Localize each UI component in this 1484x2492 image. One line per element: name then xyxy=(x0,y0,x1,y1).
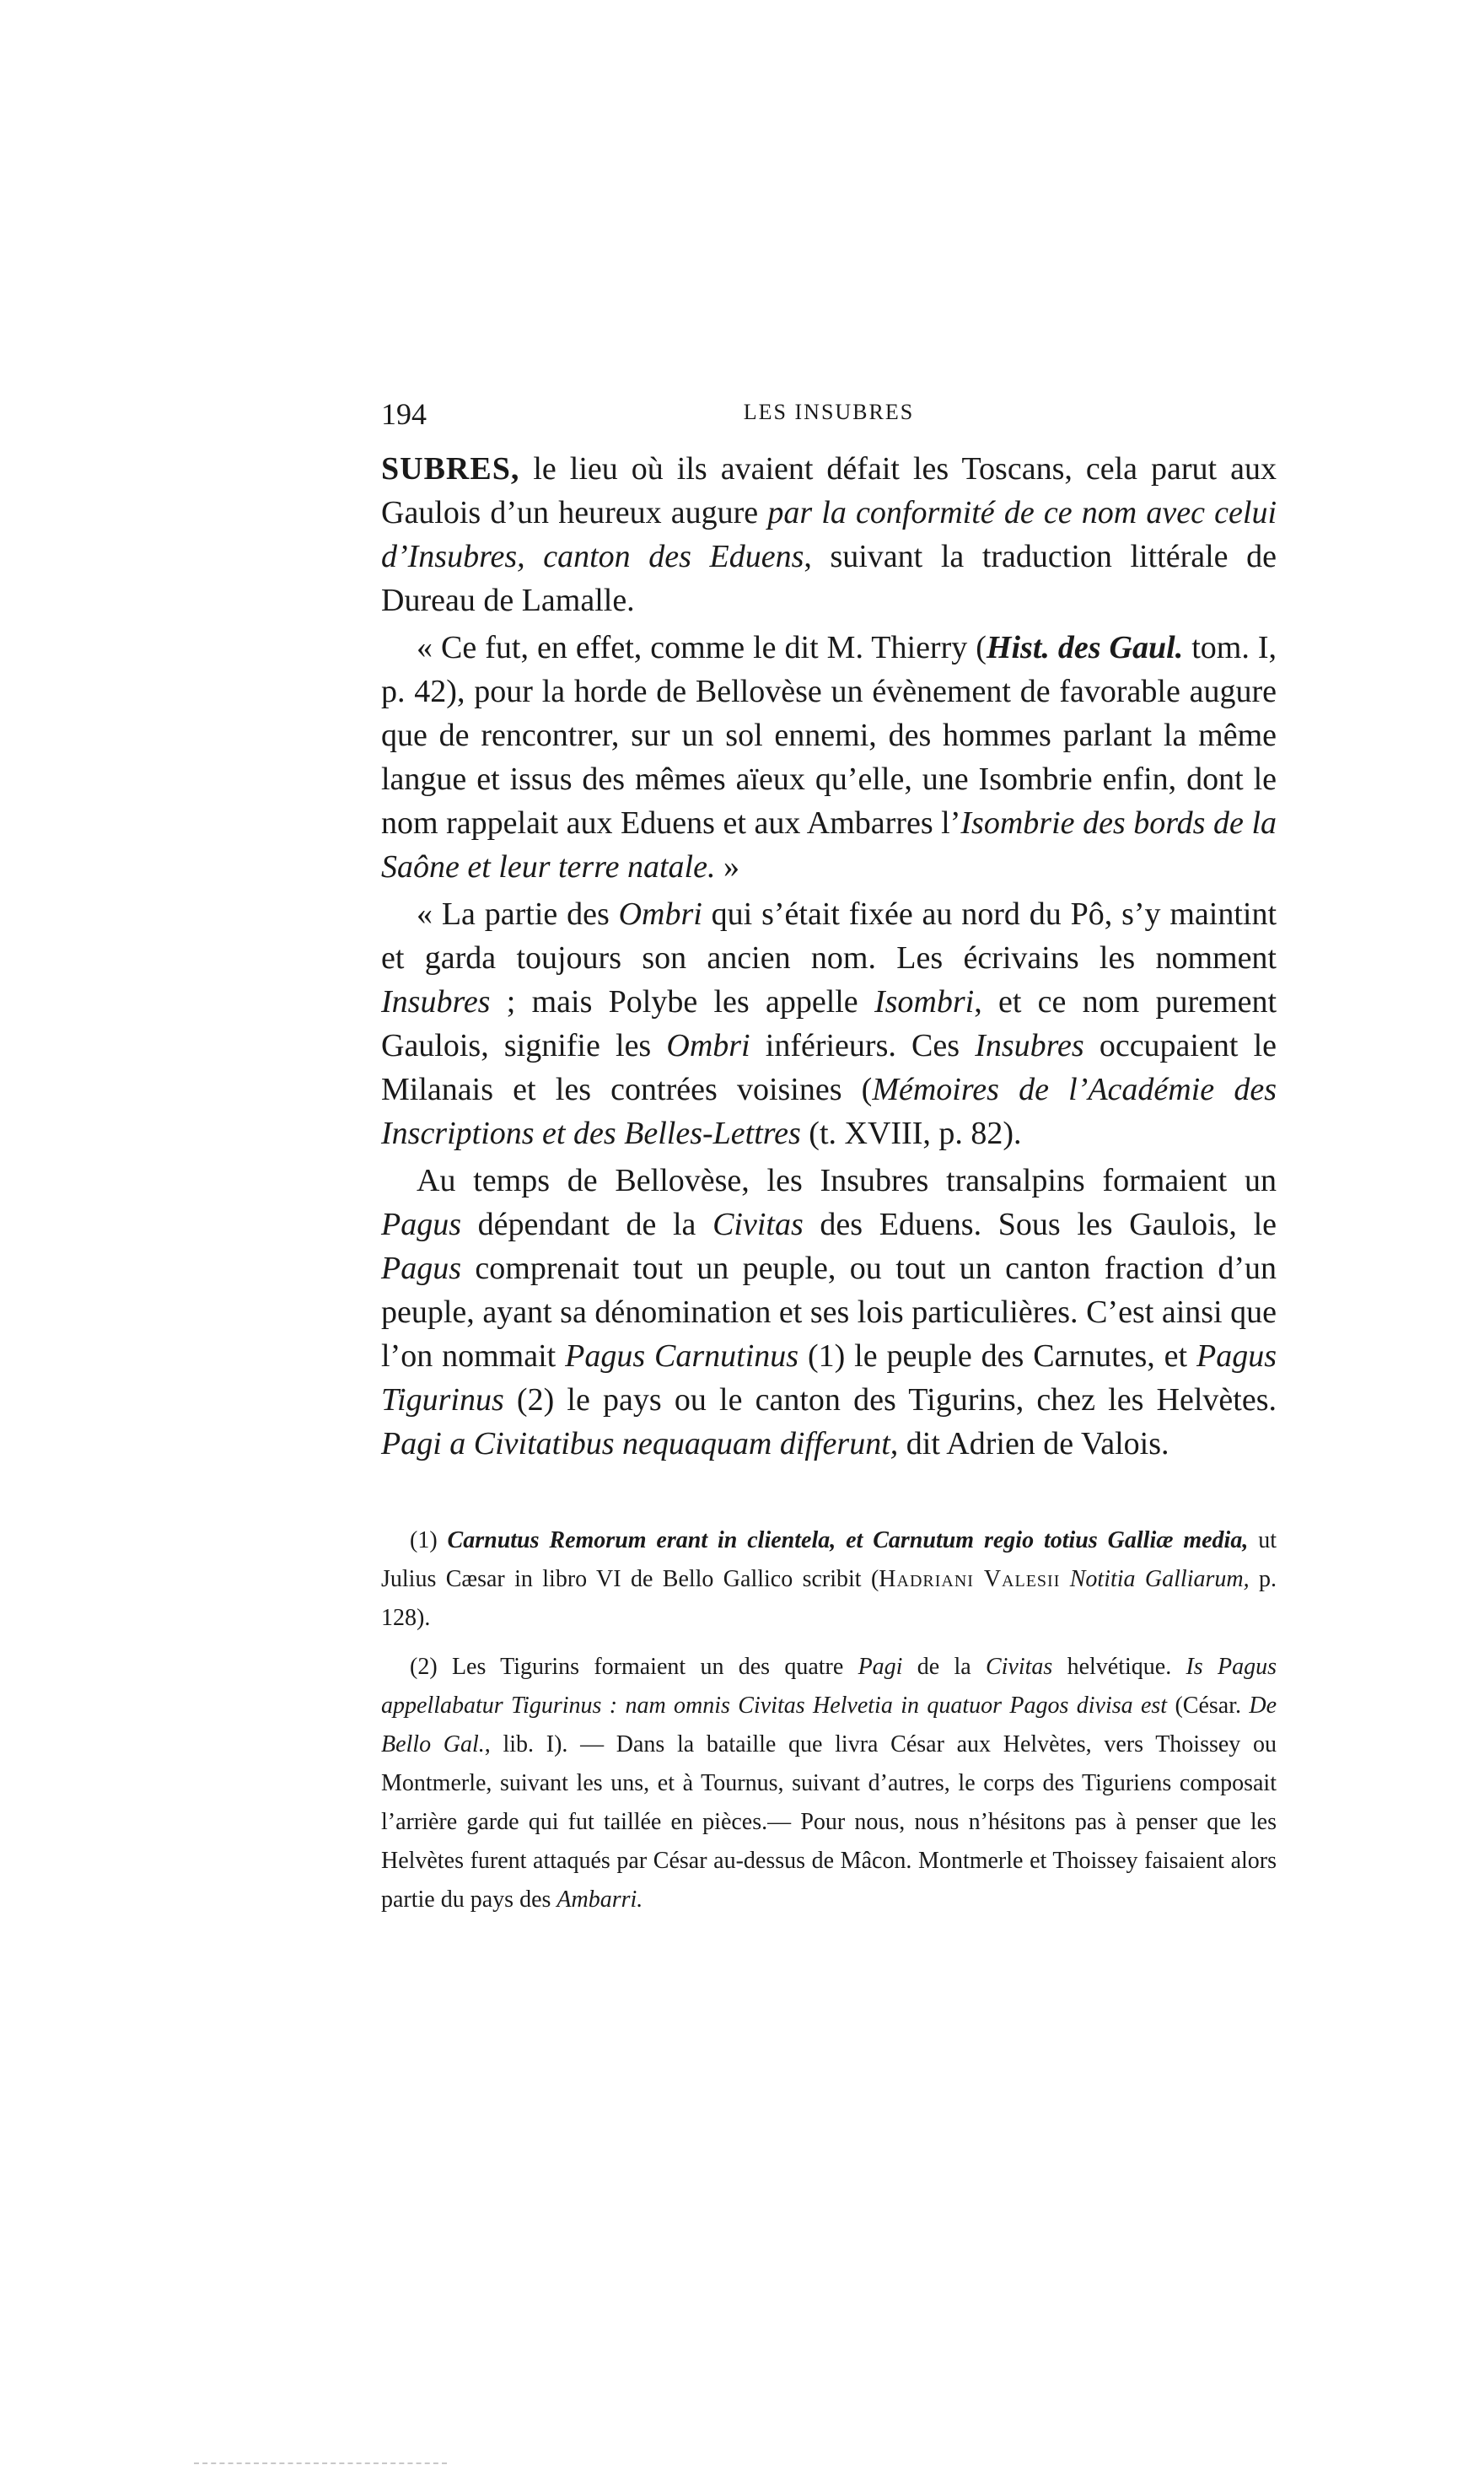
italic-run: Isombrie des bords de la Saône et leur terre natale. xyxy=(381,805,1277,885)
text-run: dépendant de la xyxy=(461,1207,713,1242)
running-head xyxy=(381,396,1277,447)
italic-run: Insubres xyxy=(381,984,491,1020)
book-page xyxy=(381,396,1277,1930)
italic-run: Pagi a Civitatibus nequaquam differunt, xyxy=(381,1426,899,1461)
text-run: inférieurs. Ces xyxy=(750,1028,976,1063)
italic-run: Insubres xyxy=(975,1028,1084,1063)
paragraph-2 xyxy=(381,626,1277,889)
text-run: qui s’était fixée au nord du Pô, s’y maintint et garda toujours son ancien nom. Les écrivains les nomment xyxy=(381,896,1277,976)
body-text xyxy=(381,447,1277,1466)
footnote-2 xyxy=(381,1648,1277,1919)
italic-run: Notitia Galliarum, xyxy=(1060,1566,1250,1592)
italic-run: Mémoires de l’Académie des Inscriptions et des Belles-Lettres xyxy=(381,1072,1277,1151)
text-run: (César. xyxy=(1167,1693,1250,1719)
italic-run: Hist. des Gaul. xyxy=(986,630,1184,665)
text-run: ; mais Polybe les appelle xyxy=(490,984,874,1020)
italic-run: Pagus xyxy=(381,1251,461,1286)
text-run: comprenait tout un peuple, ou tout un canton fraction d’un peuple, ayant sa dénomination et ses lois particulières. C’est ainsi que l’on nommait xyxy=(381,1251,1277,1374)
paragraph-3 xyxy=(381,892,1277,1155)
text-run: (1) le peuple des Carnutes, et xyxy=(798,1338,1196,1374)
text-run: « Ce fut, en effet, comme le dit M. Thierry ( xyxy=(417,630,987,665)
text-run: Au temps de Bellovèse, les Insubres transalpins formaient un xyxy=(417,1163,1277,1198)
author-name: Hadriani Valesii xyxy=(879,1566,1061,1592)
paragraph-1 xyxy=(381,447,1277,622)
text-run: occupaient le Milanais et les contrées voisines ( xyxy=(381,1028,1277,1107)
footnote-1 xyxy=(381,1521,1277,1638)
text-run: de la xyxy=(902,1654,986,1680)
scan-artifact xyxy=(194,2462,447,2468)
text-run: , et ce nom purement Gaulois, signifie les xyxy=(381,984,1277,1063)
italic-run: Ombri xyxy=(666,1028,750,1063)
page-number: 194 xyxy=(381,397,427,431)
italic-run: Ambarri. xyxy=(556,1886,643,1913)
running-title: LES INSUBRES xyxy=(743,400,915,424)
text-run: » xyxy=(715,849,739,885)
text-run: , lib. I). — Dans la bataille que livra César aux Helvètes, vers Thoissey ou Montmerle, suivant les uns, et à Tournus, suivant d’autres, le corps des Tiguriens composait l’arrière garde qui fut taillée en pièces.— Pour nous, nous n’hésitons pas à penser que les Helvètes furent attaqués par César au-dessus de Mâcon. Montmerle et Thoissey faisaient alors partie du pays des xyxy=(381,1731,1277,1913)
italic-run: Civitas xyxy=(712,1207,804,1242)
italic-run: Ombri xyxy=(618,896,702,932)
text-run: helvétique. xyxy=(1052,1654,1186,1680)
text-run: (t. XVIII, p. 82). xyxy=(800,1116,1022,1151)
text-run: , suivant la traduction littérale de Dureau de Lamalle. xyxy=(381,539,1277,618)
italic-run: Pagus Carnutinus xyxy=(565,1338,799,1374)
continued-word: SUBRES, xyxy=(381,451,520,487)
text-run: le lieu où ils avaient défait les Toscans, cela parut aux Gaulois d’un heureux augure xyxy=(381,451,1277,530)
italic-run: par la conformité de ce nom avec celui d’Insubres, canton des Eduens xyxy=(381,495,1277,574)
text-run: tom. I, p. 42), pour la horde de Bellovèse un évènement de favorable augure que de rencontrer, sur un sol ennemi, des hommes parlant la même langue et issus des mêmes aïeux qu’elle, une Isombrie enfin, dont le nom rappelait aux Eduens et aux Ambarres l’ xyxy=(381,630,1277,841)
paragraph-4 xyxy=(381,1159,1277,1466)
text-run: (2) le pays ou le canton des Tigurins, chez les Helvètes. xyxy=(503,1382,1277,1418)
footnotes xyxy=(381,1521,1277,1919)
text-run: ut Julius Cæsar in libro VI de Bello Gallico scribit ( xyxy=(381,1527,1277,1592)
text-run: p. 128). xyxy=(381,1566,1277,1631)
italic-run: Civitas xyxy=(985,1654,1053,1680)
italic-run: Pagus Tigurinus xyxy=(381,1338,1277,1418)
italic-run: Isombri xyxy=(874,984,975,1020)
italic-run: De Bello Gal. xyxy=(381,1693,1277,1757)
text-run: « La partie des xyxy=(417,896,619,932)
text-run: dit Adrien de Valois. xyxy=(898,1426,1169,1461)
footnote-marker: (2) xyxy=(410,1654,438,1680)
text-run: des Eduens. Sous les Gaulois, le xyxy=(803,1207,1277,1242)
italic-run: Is Pagus appellabatur Tigurinus : nam omnis Civitas Helvetia in quatuor Pagos divisa est xyxy=(381,1654,1277,1719)
italic-run: Pagus xyxy=(381,1207,461,1242)
footnote-marker: (1) xyxy=(410,1527,438,1553)
italic-run: Carnutus Remorum erant in clientela, et Carnutum regio totius Galliæ media, xyxy=(437,1527,1249,1553)
italic-run: Pagi xyxy=(858,1654,903,1680)
text-run: Les Tigurins formaient un des quatre xyxy=(437,1654,858,1680)
